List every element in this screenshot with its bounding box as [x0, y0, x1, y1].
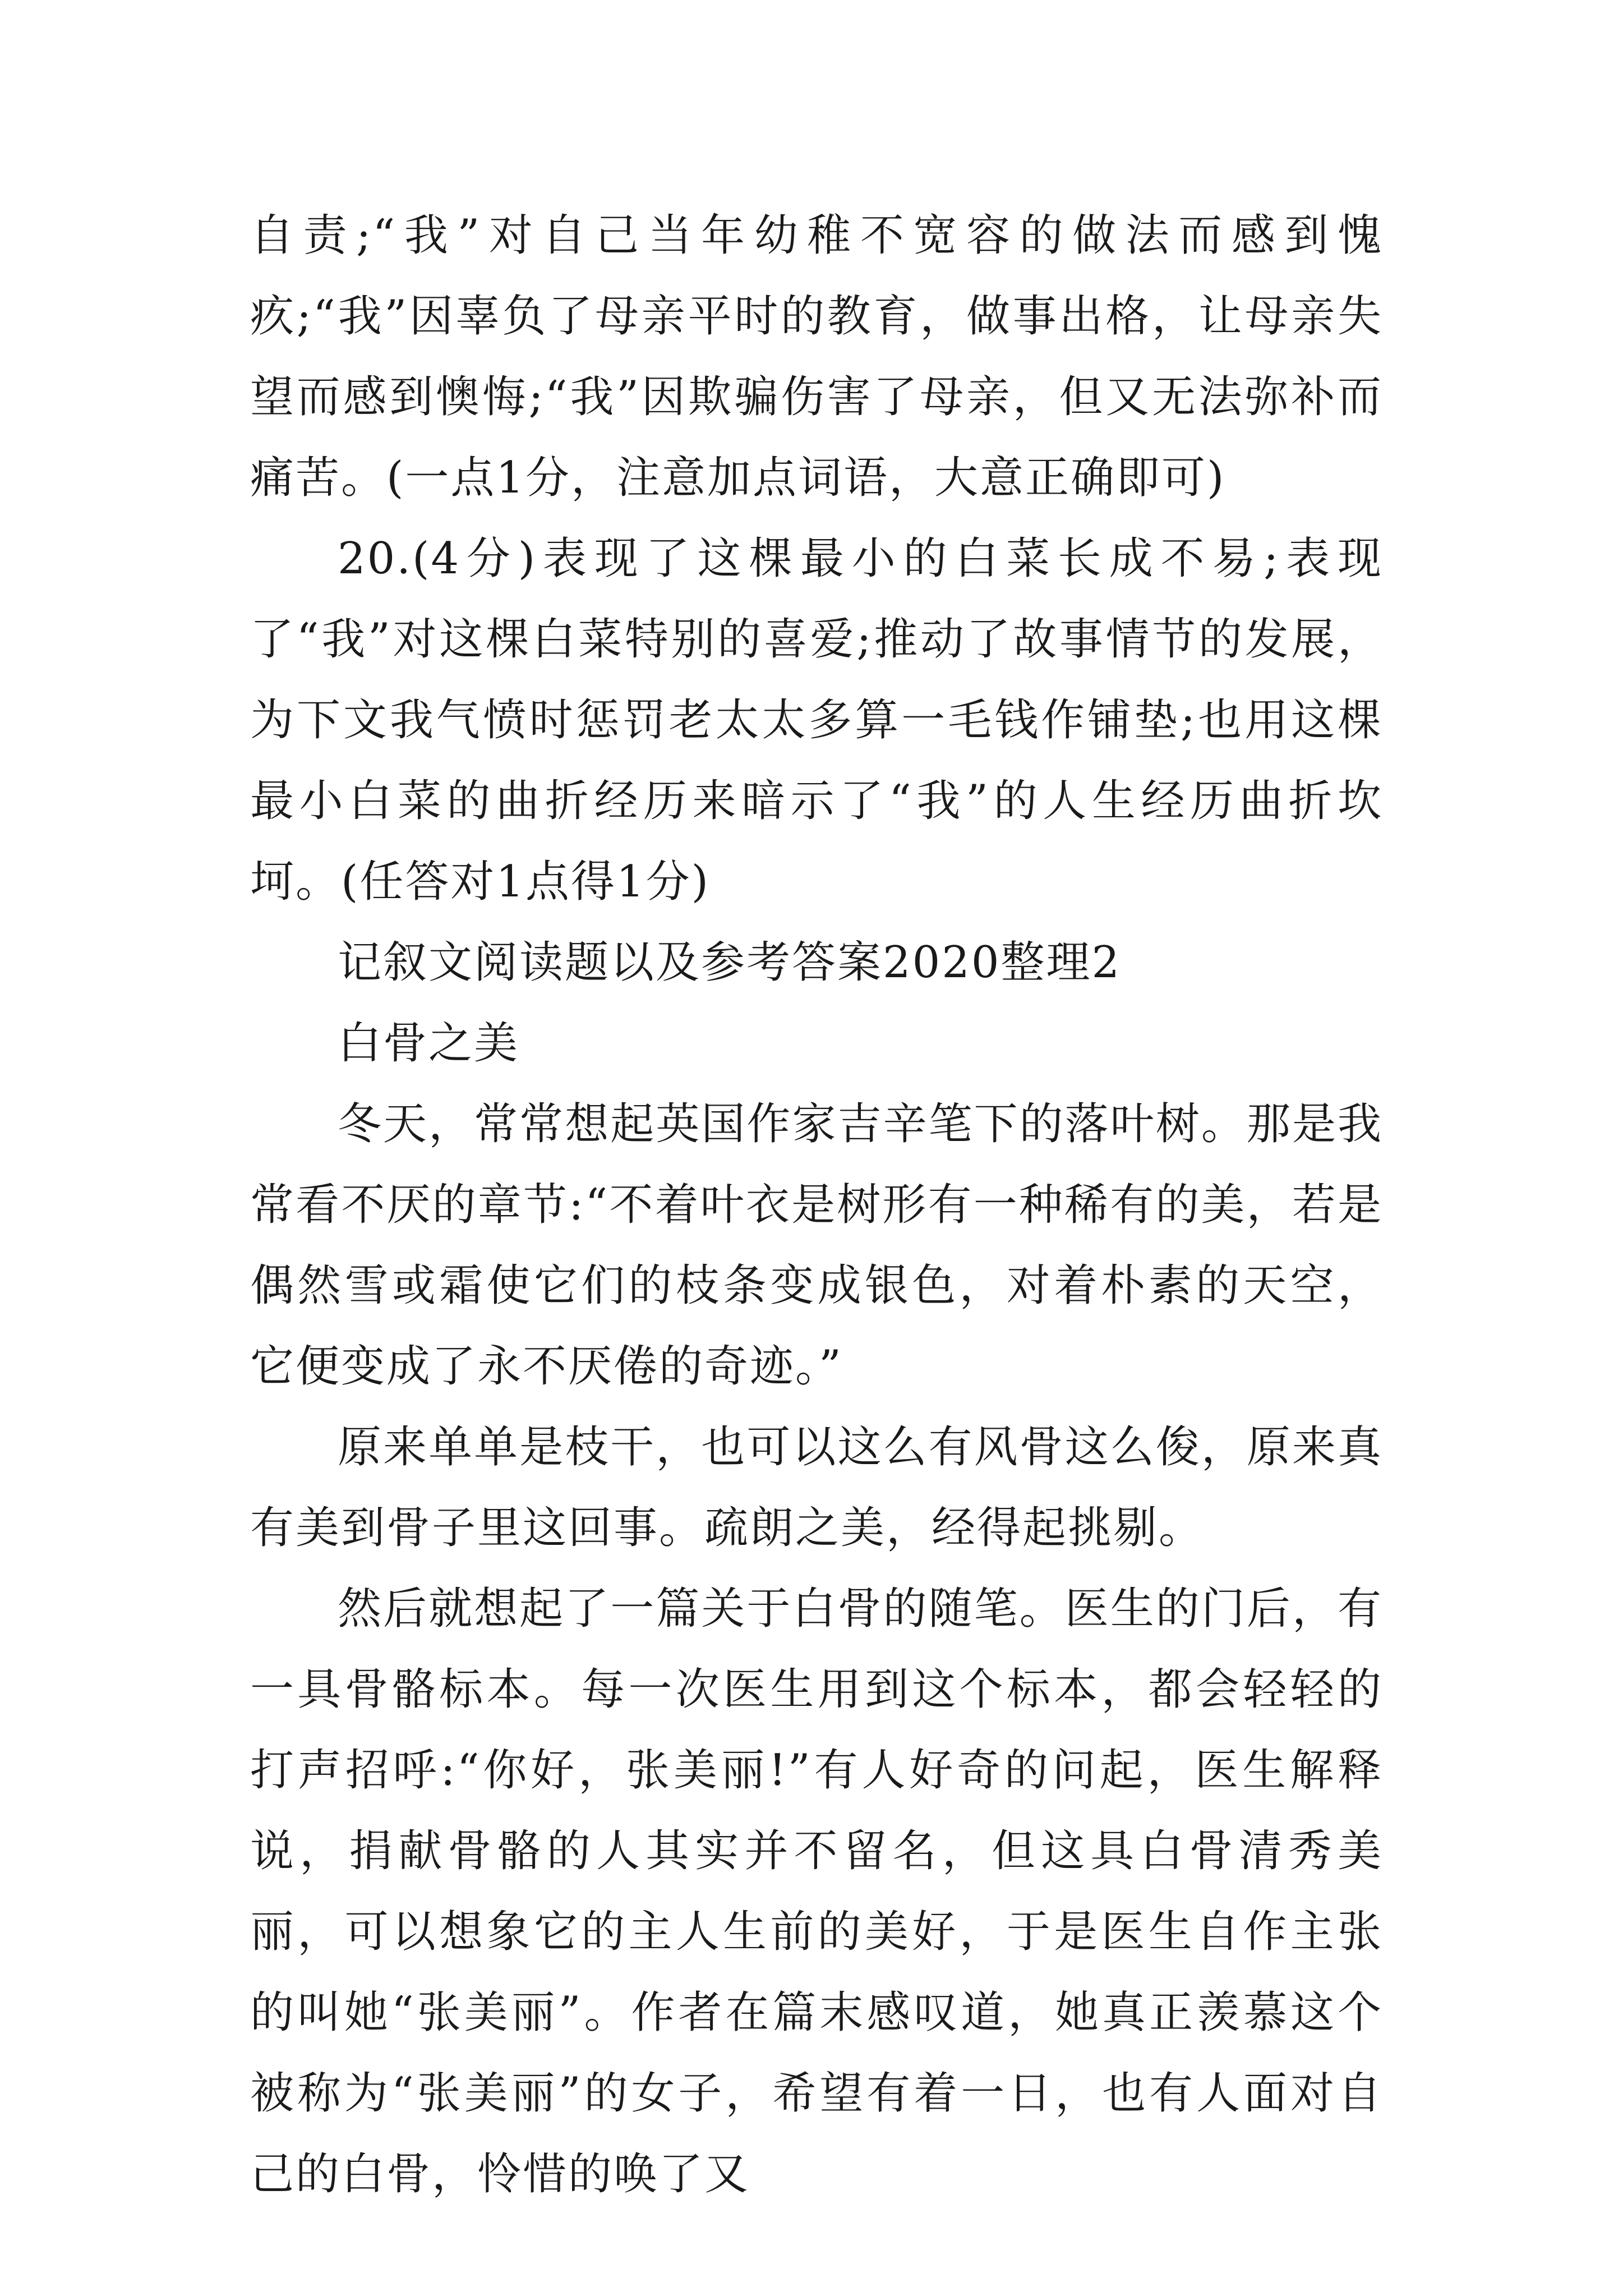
document-body — [250, 195, 1383, 2215]
paragraph-body-1: 冬天，常常想起英国作家吉辛笔下的落叶树。那是我常看不厌的章节:“不着叶衣是树形有一种稀有的美，若是偶然雪或霜使它们的枝条变成银色，对着朴素的天空，它便变成了永不厌倦的奇迹。” — [250, 1099, 1383, 1392]
paragraph-body-3: 然后就想起了一篇关于白骨的随笔。医生的门后，有一具骨骼标本。每一次医生用到这个标本，都会轻轻的打声招呼:“你好，张美丽!”有人好奇的问起，医生解释说，捐献骨骼的人其实并不留名，但这具白骨清秀美丽，可以想象它的主人生前的美好，于是医生自作主张的叫她“张美丽”。作者在篇末感叹道，她真正羡慕这个被称为“张美丽”的女子，希望有着一日，也有人面对自己的白骨，怜惜的唤了又 — [250, 1584, 1383, 2200]
article-title: 白骨之美 — [338, 1018, 520, 1069]
section-heading: 记叙文阅读题以及参考答案2020整理2 — [338, 937, 1122, 988]
paragraph-answer-20: 20.(4分)表现了这棵最小的白菜长成不易;表现了“我”对这棵白菜特别的喜爱;推动了故事情节的发展，为下文我气愤时惩罚老太太多算一毛钱作铺垫;也用这棵最小白菜的曲折经历来暗示了“我”的人生经历曲折坎坷。(任答对1点得1分) — [250, 533, 1383, 907]
paragraph-answer-19-continued: 自责;“我”对自己当年幼稚不宽容的做法而感到愧疚;“我”因辜负了母亲平时的教育，做事出格，让母亲失望而感到懊悔;“我”因欺骗伤害了母亲，但又无法弥补而痛苦。(一点1分，注意加点词语，大意正确即可) — [250, 210, 1383, 503]
paragraph-body-2: 原来单单是枝干，也可以这么有风骨这么俊，原来真有美到骨子里这回事。疏朗之美，经得起挑剔。 — [250, 1422, 1383, 1553]
